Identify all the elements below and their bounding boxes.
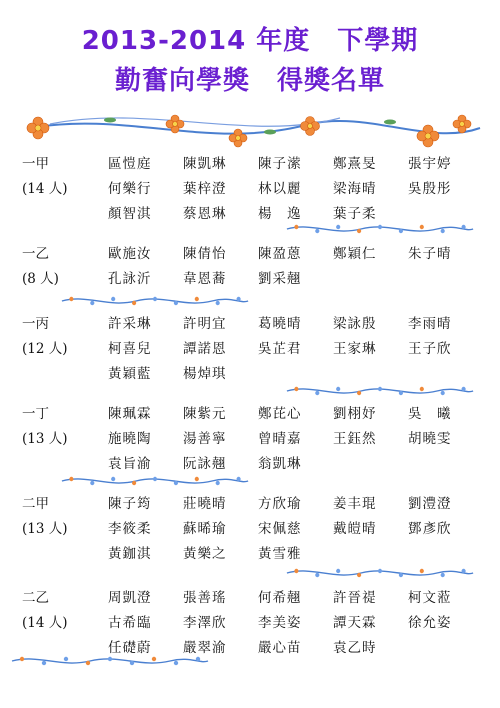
student-name: 陳紫元 — [183, 406, 227, 422]
student-name: 李美姿 — [258, 615, 302, 631]
student-count: (12 人) — [22, 341, 68, 357]
flower-vine-banner — [10, 106, 490, 156]
student-name: 黃樂之 — [183, 546, 227, 562]
student-name: 何希翹 — [258, 590, 302, 606]
student-name: 孔詠沂 — [108, 271, 152, 287]
student-name: 李筱柔 — [108, 521, 152, 537]
flower-vine-divider — [60, 294, 250, 308]
student-name: 鄭穎仁 — [333, 246, 377, 262]
student-count: (13 人) — [22, 521, 68, 537]
student-name: 林以麗 — [258, 181, 302, 197]
student-name: 黃穎藍 — [108, 366, 152, 382]
student-name: 譚諾恩 — [183, 341, 227, 357]
student-name: 嚴翠渝 — [183, 640, 227, 656]
student-name: 劉采翹 — [258, 271, 302, 287]
student-name: 戴皚晴 — [333, 521, 377, 537]
student-name: 王子欣 — [408, 341, 452, 357]
student-name: 楊 逸 — [258, 206, 302, 222]
student-name: 莊曉晴 — [183, 496, 227, 512]
student-name: 任礎蔚 — [108, 640, 152, 656]
student-name: 葉梓澄 — [183, 181, 227, 197]
student-name: 徐允姿 — [408, 615, 452, 631]
class-label: 一乙 — [22, 246, 49, 262]
student-name: 鄧彥欣 — [408, 521, 452, 537]
student-name: 吳殷彤 — [408, 181, 452, 197]
student-name: 王家琳 — [333, 341, 377, 357]
student-name: 方欣瑜 — [258, 496, 302, 512]
student-name: 楊焯琪 — [183, 366, 227, 382]
student-name: 陳凱琳 — [183, 156, 227, 172]
class-label: 一丙 — [22, 316, 49, 332]
student-name: 嚴心苗 — [258, 640, 302, 656]
student-name: 朱子晴 — [408, 246, 452, 262]
student-name: 張宇婷 — [408, 156, 452, 172]
title-line-1: 2013-2014 年度 下學期 — [81, 26, 419, 56]
student-count: (8 人) — [22, 271, 59, 287]
student-name: 周凱澄 — [108, 590, 152, 606]
student-name: 袁旨渝 — [108, 456, 152, 472]
student-count: (14 人) — [22, 181, 68, 197]
flower-vine-divider — [285, 222, 475, 236]
student-name: 宋佩慈 — [258, 521, 302, 537]
student-name: 蘇晞瑜 — [183, 521, 227, 537]
student-name: 張善瑤 — [183, 590, 227, 606]
student-name: 劉栩妤 — [333, 406, 377, 422]
student-name: 陳子潆 — [258, 156, 302, 172]
student-name: 陳盈蒽 — [258, 246, 302, 262]
student-name: 李雨晴 — [408, 316, 452, 332]
student-name: 蔡恩琳 — [183, 206, 227, 222]
class-label: 二甲 — [22, 496, 49, 512]
student-name: 顏智淇 — [108, 206, 152, 222]
student-name: 許明宜 — [183, 316, 227, 332]
class-label: 一甲 — [22, 156, 49, 172]
student-name: 葉子柔 — [333, 206, 377, 222]
student-count: (13 人) — [22, 431, 68, 447]
student-name: 許晉禔 — [333, 590, 377, 606]
student-name: 梁海晴 — [333, 181, 377, 197]
student-name: 古希臨 — [108, 615, 152, 631]
student-count: (14 人) — [22, 615, 68, 631]
student-name: 袁乙時 — [333, 640, 377, 656]
title-line-2: 勤奮向學獎 得獎名單 — [114, 66, 385, 96]
student-name: 柯喜兒 — [108, 341, 152, 357]
flower-vine-divider — [60, 474, 250, 488]
student-name: 黃鉫淇 — [108, 546, 152, 562]
student-name: 湯善寧 — [183, 431, 227, 447]
student-name: 何樂行 — [108, 181, 152, 197]
student-name: 譚天霖 — [333, 615, 377, 631]
student-name: 吳 曦 — [408, 406, 452, 422]
student-name: 鄭芘心 — [258, 406, 302, 422]
student-name: 翁凱琳 — [258, 456, 302, 472]
student-name: 黃雪雅 — [258, 546, 302, 562]
student-name: 柯文蒞 — [408, 590, 452, 606]
student-name: 胡曉雯 — [408, 431, 452, 447]
student-name: 鄭熹旻 — [333, 156, 377, 172]
student-name: 施曉陶 — [108, 431, 152, 447]
student-name: 李澤欣 — [183, 615, 227, 631]
student-name: 劉澧澄 — [408, 496, 452, 512]
flower-vine-divider — [285, 566, 475, 580]
class-label: 二乙 — [22, 590, 49, 606]
student-name: 歐施汝 — [108, 246, 152, 262]
student-name: 陳子筠 — [108, 496, 152, 512]
student-name: 陳珮霖 — [108, 406, 152, 422]
student-name: 韋恩蕎 — [183, 271, 227, 287]
student-name: 區愷庭 — [108, 156, 152, 172]
class-label: 一丁 — [22, 406, 49, 422]
student-name: 曾晴嘉 — [258, 431, 302, 447]
student-name: 許采琳 — [108, 316, 152, 332]
student-name: 阮詠翹 — [183, 456, 227, 472]
student-name: 吳芷君 — [258, 341, 302, 357]
student-name: 王鈺然 — [333, 431, 377, 447]
student-name: 陳倩怡 — [183, 246, 227, 262]
flower-vine-divider — [285, 384, 475, 398]
flower-vine-divider — [10, 654, 210, 668]
student-name: 姜丰琨 — [333, 496, 377, 512]
student-name: 梁詠殷 — [333, 316, 377, 332]
student-name: 葛曉晴 — [258, 316, 302, 332]
